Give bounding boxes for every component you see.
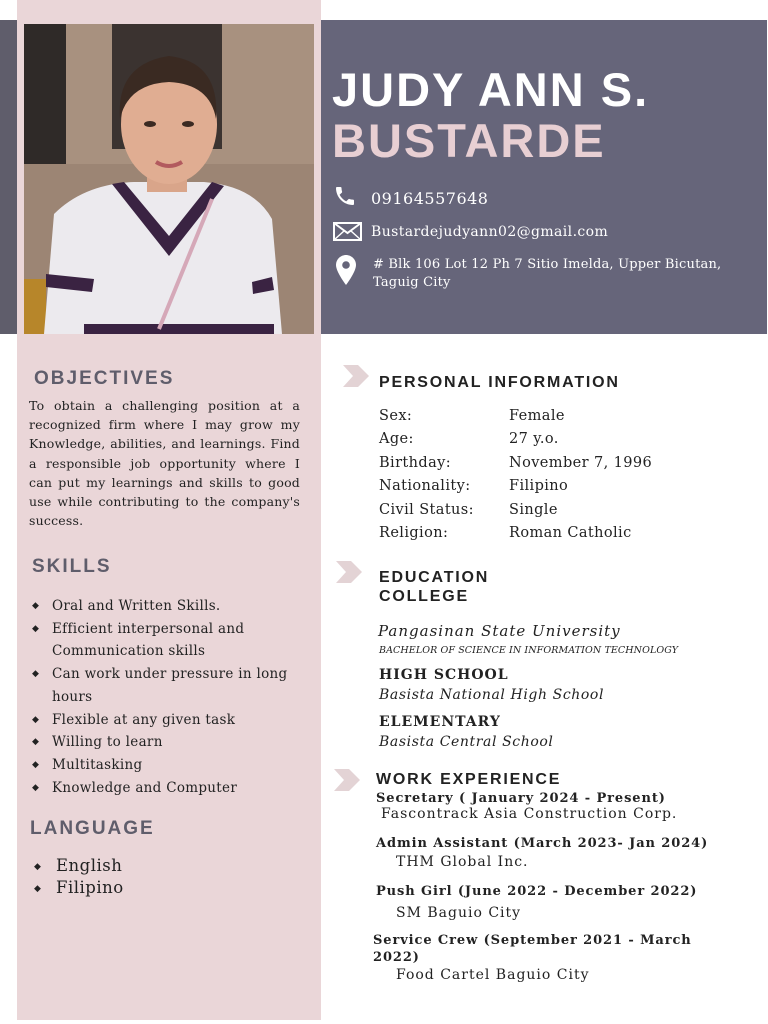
email-address: Bustardejudyann02@gmail.com (371, 224, 609, 240)
bullet-icon: ◆ (32, 737, 40, 748)
bullet-icon: ◆ (32, 714, 40, 725)
chevron-right-icon (334, 769, 360, 795)
chevron-right-icon (336, 561, 362, 587)
phone-icon (333, 184, 357, 212)
header-band-left-edge (0, 20, 17, 334)
chevron-right-icon (343, 365, 369, 391)
personal-info-heading: PERSONAL INFORMATION (379, 374, 620, 391)
job-title: Service Crew (September 2021 - March 2022) (373, 933, 692, 965)
skill-item: ◆ Willing to learn (32, 731, 292, 754)
home-address: # Blk 106 Lot 12 Ph 7 Sitio Imelda, Upper Bicutan, Taguig City (373, 257, 722, 290)
skill-item: ◆ Flexible at any given task (32, 709, 292, 732)
skill-item: ◆ Multitasking (32, 754, 292, 777)
objectives-text: To obtain a challenging position at a recognized firm where I may grow my Knowledge, abilities, and learnings. Find a responsible job opportunity where I can put my learnings and skills to good use while contributing to the company's success. (29, 398, 300, 529)
skills-list (32, 595, 292, 799)
job-title: Push Girl (June 2022 - December 2022) (376, 884, 698, 899)
job-company: SM Baguio City (396, 905, 522, 921)
job-company: Fascontrack Asia Construction Corp. (381, 806, 678, 822)
bullet-icon: ◆ (32, 623, 40, 634)
job-title: Secretary ( January 2024 - Present) (376, 791, 666, 806)
high-school-name: Basista National High School (379, 687, 605, 703)
envelope-icon (333, 222, 362, 245)
college-school: Pangasinan State University (378, 622, 621, 640)
bullet-icon: ◆ (32, 669, 40, 680)
job-title: Admin Assistant (March 2023- Jan 2024) (376, 836, 709, 851)
education-heading (379, 568, 489, 606)
elementary-school-name: Basista Central School (379, 734, 554, 750)
bullet-icon: ◆ (34, 884, 42, 894)
skill-item: ◆ Oral and Written Skills. (32, 595, 292, 618)
college-heading: COLLEGE (379, 588, 469, 605)
job-company: Food Cartel Baguio City (396, 967, 590, 983)
skill-item: ◆ Can work under pressure in long hours (32, 663, 292, 708)
work-experience-heading: WORK EXPERIENCE (376, 771, 562, 788)
education-heading-line: EDUCATION (379, 569, 490, 586)
bullet-icon: ◆ (32, 782, 40, 793)
skill-item: ◆ Efficient interpersonal and Communication skills (32, 618, 292, 663)
language-heading: LANGUAGE (30, 818, 155, 839)
bullet-icon: ◆ (34, 862, 42, 872)
college-degree: BACHELOR OF SCIENCE IN INFORMATION TECHNOLOGY (379, 645, 679, 656)
last-name: BUSTARDE (332, 114, 606, 167)
high-school-heading: HIGH SCHOOL (379, 667, 509, 683)
skill-item: ◆ Knowledge and Computer (32, 777, 292, 800)
phone-number: 09164557648 (371, 189, 489, 208)
objectives-heading: OBJECTIVES (34, 368, 175, 389)
elementary-heading: ELEMENTARY (379, 714, 501, 730)
skills-heading: SKILLS (32, 556, 112, 577)
language-item: ◆ English (34, 855, 234, 877)
bullet-icon: ◆ (32, 601, 40, 611)
location-pin-icon (336, 255, 356, 289)
job-company: THM Global Inc. (396, 854, 529, 870)
profile-photo (24, 24, 314, 334)
language-item: ◆ Filipino (34, 877, 234, 899)
first-name: JUDY ANN S. (332, 63, 650, 116)
bullet-icon: ◆ (32, 759, 40, 770)
language-list (34, 855, 234, 899)
